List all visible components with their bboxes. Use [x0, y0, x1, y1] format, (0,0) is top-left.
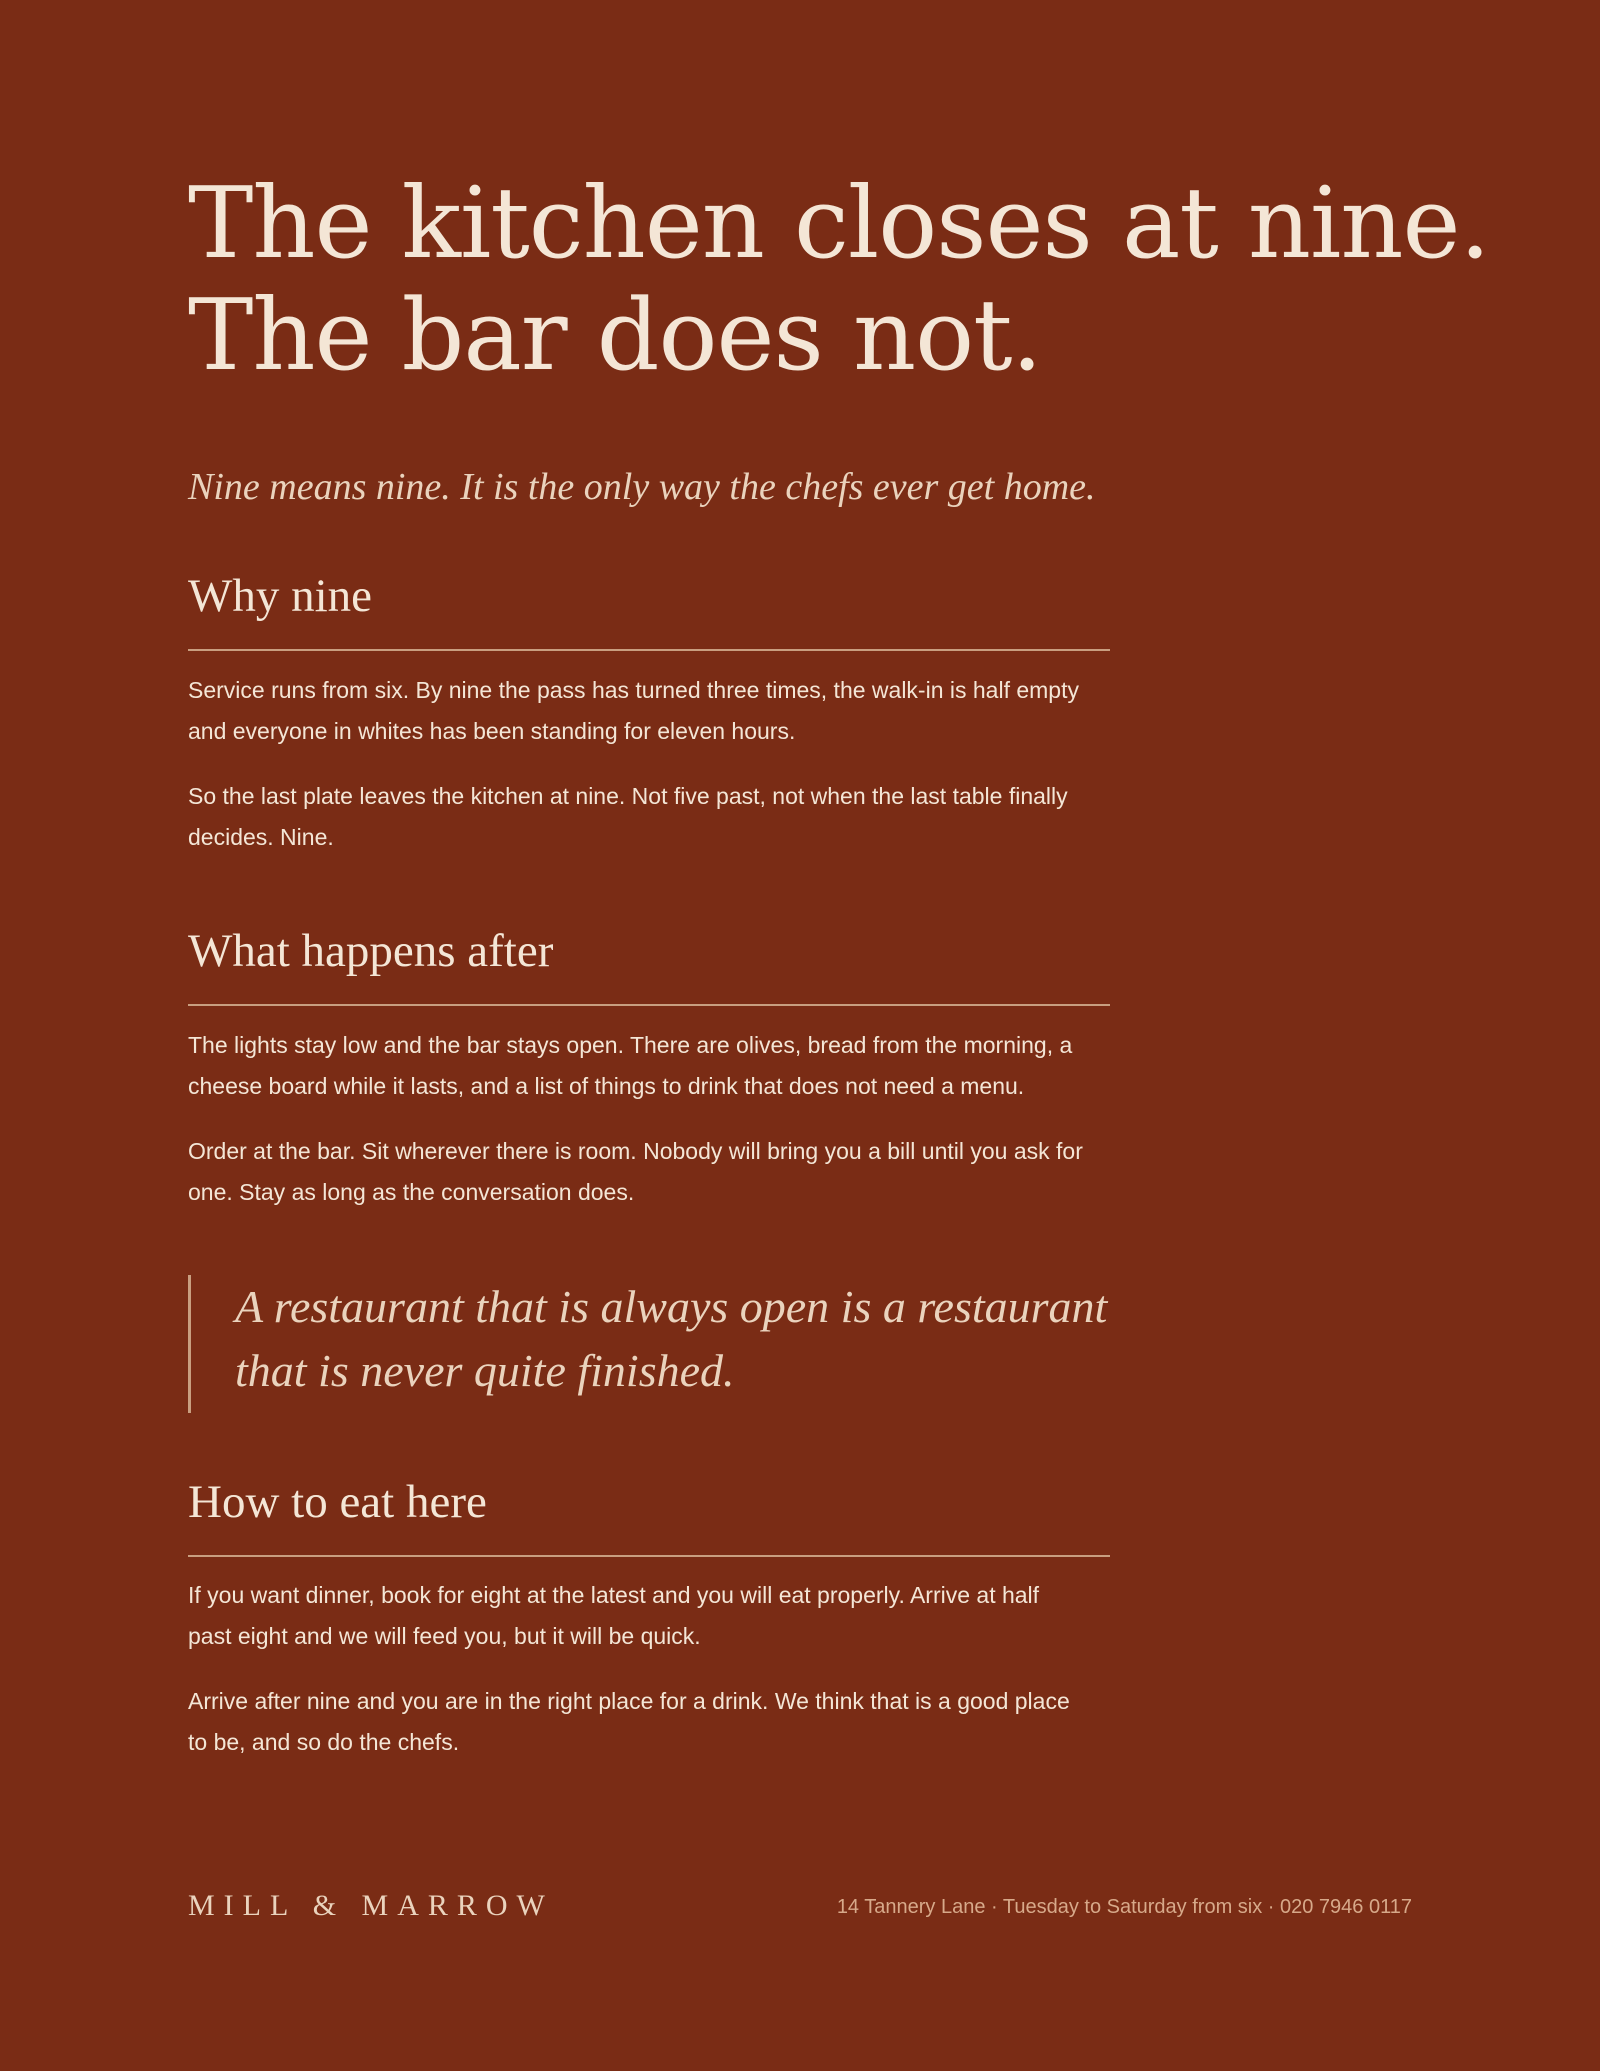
pull-quote: A restaurant that is always open is a restaurant that is never quite finished. [188, 1275, 1110, 1413]
paragraph: Order at the bar. Sit wherever there is room. Nobody will bring you a bill until you ask for one. Stay as long as the conversation does. [188, 1138, 1083, 1205]
paragraph: Arrive after nine and you are in the right place for a drink. We think that is a good place to be, and so do the chefs. [188, 1688, 1070, 1755]
section-heading-how-to-eat-here: How to eat here [188, 1472, 1110, 1557]
paragraph: So the last plate leaves the kitchen at nine. Not five past, not when the last table finally decides. Nine. [188, 783, 1068, 850]
paragraph: If you want dinner, book for eight at the latest and you will eat properly. Arrive at half past eight and we will feed you, but it will be quick. [188, 1582, 1040, 1649]
section-heading-why-nine: Why nine [188, 566, 1110, 651]
dek-subtitle: Nine means nine. It is the only way the chefs ever get home. [188, 466, 1096, 508]
headline-line-2: The bar does not. [188, 279, 1042, 393]
paragraph: Service runs from six. By nine the pass has turned three times, the walk-in is half empty and everyone in whites has been standing for eleven hours. [188, 677, 1079, 744]
headline-line-1: The kitchen closes at nine. [188, 167, 1490, 281]
footer-contact-info: 14 Tannery Lane · Tuesday to Saturday from six · 020 7946 0117 [836, 1896, 1412, 1918]
page-headline [188, 168, 1490, 392]
section-heading-what-happens-after: What happens after [188, 921, 1110, 1006]
paragraph: The lights stay low and the bar stays open. There are olives, bread from the morning, a cheese board while it lasts, and a list of things to drink that does not need a menu. [188, 1032, 1073, 1099]
brand-wordmark: MILL & MARROW [188, 1889, 554, 1922]
